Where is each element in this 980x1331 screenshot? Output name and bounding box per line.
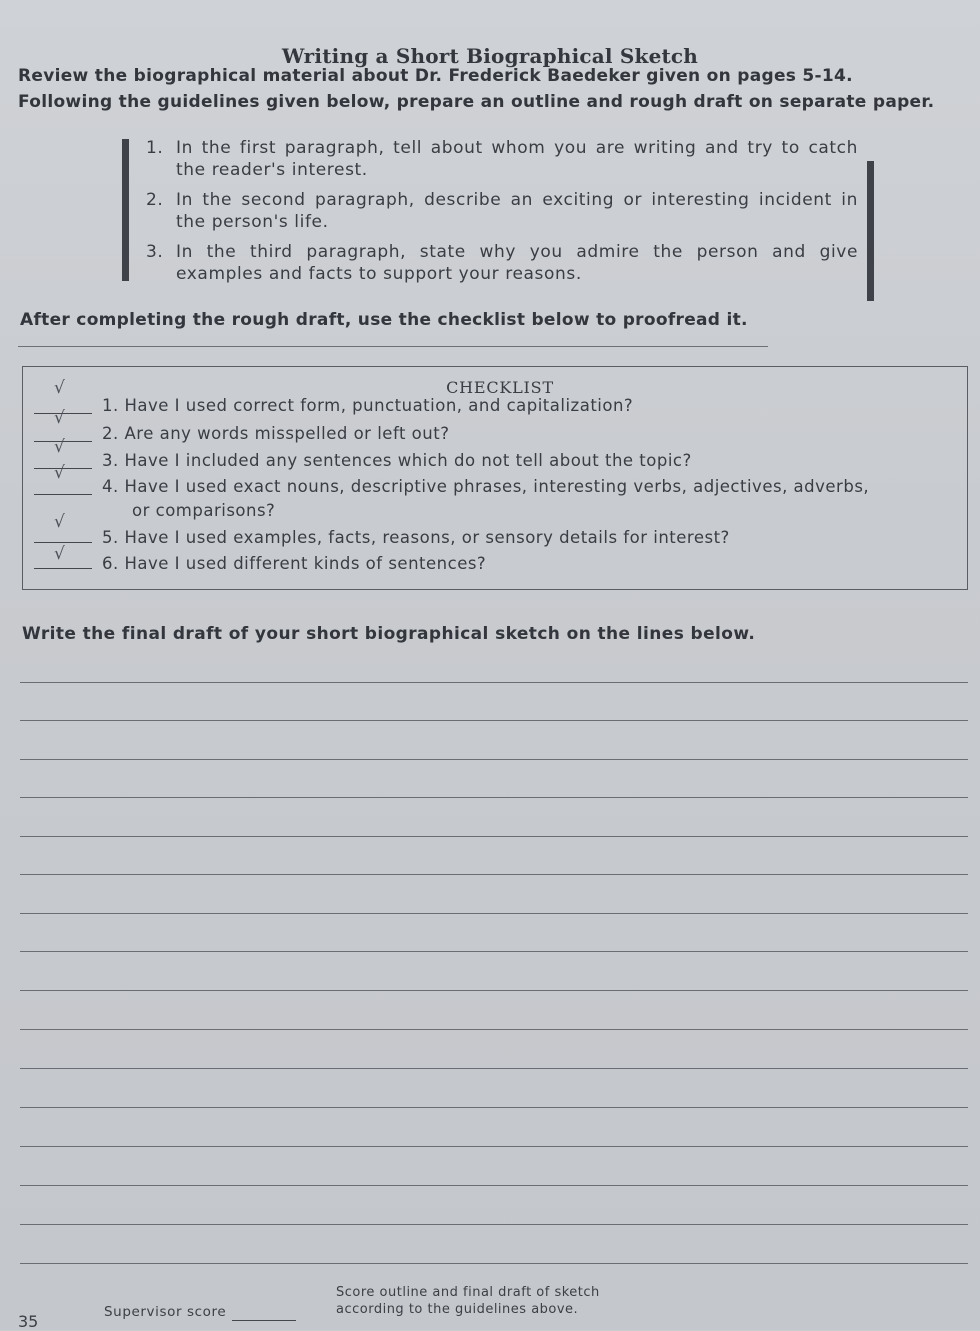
guideline-number: 1.: [146, 138, 164, 158]
writing-line[interactable]: [20, 1146, 968, 1147]
proofread-instruction: After completing the rough draft, use the checklist below to proofread it.: [20, 310, 748, 330]
checklist-item-text: 2. Are any words misspelled or left out?: [102, 424, 450, 443]
supervisor-score-blank[interactable]: [232, 1320, 296, 1321]
checkmark-icon: √: [54, 408, 66, 428]
checklist-item-text: 4. Have I used exact nouns, descriptive phrases, interesting verbs, adjectives, adverbs,: [102, 477, 870, 496]
guideline-number: 3.: [146, 242, 164, 262]
checkmark-icon: √: [54, 544, 66, 564]
writing-line[interactable]: [20, 990, 968, 991]
checklist-item-text: 1. Have I used correct form, punctuation, and capitalization?: [102, 396, 634, 415]
guidelines-left-bar: [122, 139, 129, 281]
checkmark-icon: √: [54, 463, 66, 483]
checkmark-icon: √: [54, 378, 66, 398]
final-draft-instruction: Write the final draft of your short biographical sketch on the lines below.: [22, 624, 756, 644]
writing-line[interactable]: [20, 1029, 968, 1030]
page-number: 35: [18, 1312, 39, 1331]
guideline-text: In the second paragraph, describe an exciting or interesting incident in the person's life.: [176, 190, 858, 232]
writing-line[interactable]: [20, 759, 968, 760]
guideline-item: [146, 137, 858, 181]
writing-line[interactable]: [20, 1107, 968, 1108]
guideline-item: [146, 189, 858, 233]
writing-line[interactable]: [20, 874, 968, 875]
writing-line[interactable]: [20, 720, 968, 721]
supervisor-score-label: Supervisor score: [104, 1304, 227, 1320]
checklist-item-text: 6. Have I used different kinds of sentences?: [102, 554, 487, 573]
score-instruction: [336, 1284, 600, 1318]
divider: [18, 346, 768, 347]
writing-line[interactable]: [20, 836, 968, 837]
intro-line-1: Review the biographical material about Dr. Frederick Baedeker given on pages 5-14.: [18, 66, 853, 86]
checkmark-icon: √: [54, 512, 66, 532]
intro-line-2: Following the guidelines given below, prepare an outline and rough draft on separate paper.: [18, 92, 935, 112]
guidelines-right-bar: [867, 161, 874, 301]
guidelines-box: [122, 133, 874, 301]
writing-line[interactable]: [20, 1224, 968, 1225]
writing-line[interactable]: [20, 1068, 968, 1069]
checklist-item-text: 5. Have I used examples, facts, reasons, or sensory details for interest?: [102, 528, 730, 547]
answer-blank[interactable]: [34, 542, 92, 543]
writing-line[interactable]: [20, 682, 968, 683]
checklist-item-text-continued: or comparisons?: [132, 501, 276, 520]
score-instruction-line: according to the guidelines above.: [336, 1302, 579, 1317]
guideline-number: 2.: [146, 190, 164, 210]
checklist-title: CHECKLIST: [446, 378, 554, 397]
guideline-text: In the third paragraph, state why you admire the person and give examples and facts to support your reasons.: [176, 242, 858, 284]
checklist-item-text: 3. Have I included any sentences which do not tell about the topic?: [102, 451, 692, 470]
writing-line[interactable]: [20, 1263, 968, 1264]
writing-line[interactable]: [20, 913, 968, 914]
answer-blank[interactable]: [34, 494, 92, 495]
writing-line[interactable]: [20, 1185, 968, 1186]
guideline-text: In the first paragraph, tell about whom you are writing and try to catch the reader's interest.: [176, 138, 858, 180]
answer-blank[interactable]: [34, 568, 92, 569]
guideline-item: [146, 241, 858, 285]
writing-line[interactable]: [20, 797, 968, 798]
writing-line[interactable]: [20, 951, 968, 952]
checkmark-icon: √: [54, 437, 66, 457]
score-instruction-line: Score outline and final draft of sketch: [336, 1285, 600, 1300]
page-title: Writing a Short Biographical Sketch: [281, 44, 699, 68]
